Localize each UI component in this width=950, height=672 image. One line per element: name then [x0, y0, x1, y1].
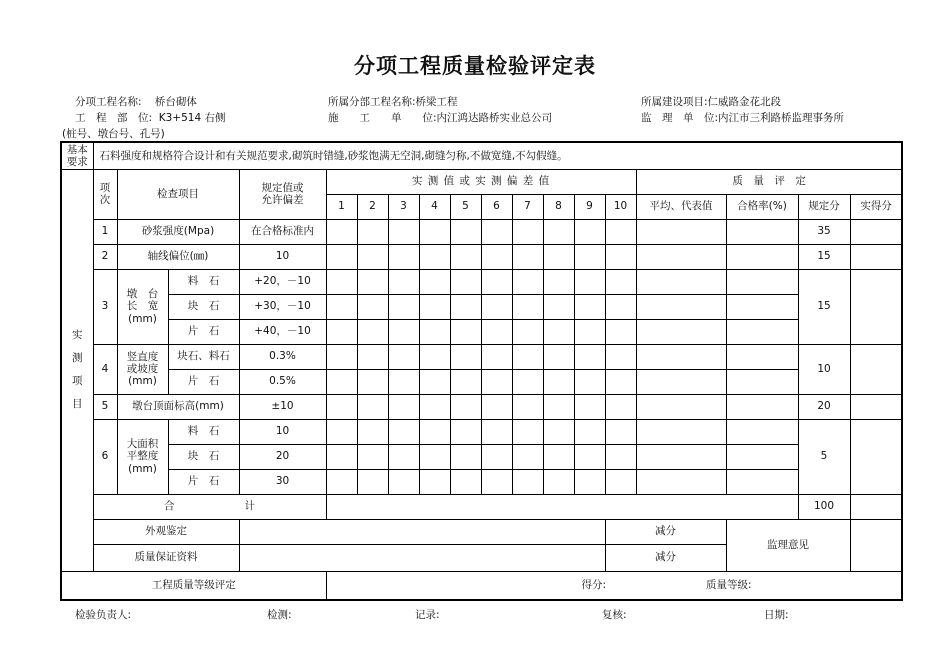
appearance-field[interactable] [239, 519, 605, 544]
row-subitem: 料 石 [168, 269, 239, 294]
footer-record: 记录: [415, 609, 440, 621]
supervisor-opinion-label: 监理意见 [726, 519, 850, 571]
appearance-deduct-label: 减分 [605, 519, 726, 544]
project-name [641, 94, 781, 109]
construction-unit [328, 110, 552, 125]
total-score: 100 [798, 494, 850, 519]
supervisor-opinion-field[interactable] [850, 519, 902, 571]
footer-inspector: 检验负责人: [75, 609, 132, 621]
project-name-label: 所属建设项目: [641, 96, 708, 108]
measure-num: 6 [481, 194, 512, 219]
row-subitem: 块石、料石 [168, 344, 239, 369]
row-spec: 10 [239, 419, 326, 444]
col-std-score: 规定分 [798, 194, 850, 219]
measure-num: 7 [512, 194, 543, 219]
supervision-unit-value: 内江市三利路桥监理事务所 [718, 112, 845, 124]
table-row [61, 344, 902, 369]
row-item: 砂浆强度(Mpa) [117, 219, 239, 244]
qa-docs-field[interactable] [239, 544, 605, 571]
score-label: 得分: [581, 579, 607, 592]
row-std-score: 20 [798, 394, 850, 419]
grade-eval-label: 工程质量等级评定 [61, 571, 326, 600]
qa-docs-deduct-label: 减分 [605, 544, 726, 571]
row-subitem: 块 石 [168, 294, 239, 319]
sub-item-name-value: 桥台砌体 [154, 96, 197, 108]
col-quality: 质 量 评 定 [636, 169, 902, 194]
table-row [61, 219, 902, 244]
location-label: 工 程 部 位: [75, 112, 153, 124]
row-std-score: 15 [798, 269, 850, 344]
row-spec: +40，－10 [239, 319, 326, 344]
side-char: 测 [72, 352, 83, 364]
row-std-score: 15 [798, 244, 850, 269]
total-label-a: 合 [164, 500, 175, 513]
col-avg: 平均、代表值 [636, 194, 726, 219]
grade-eval-field[interactable] [326, 571, 902, 600]
table-row [61, 369, 902, 394]
sub-item-name-label: 分项工程名称: [75, 96, 142, 108]
division-name-label: 所属分部工程名称: [328, 96, 416, 108]
table-row [61, 419, 902, 444]
measure-num: 9 [574, 194, 605, 219]
table-row [61, 269, 902, 294]
col-spec: 规定值或 允许偏差 [239, 169, 326, 219]
col-check-item: 检查项目 [117, 169, 239, 219]
measure-num: 2 [357, 194, 388, 219]
row-no: 2 [93, 244, 117, 269]
row-spec: 10 [239, 244, 326, 269]
col-item-no: 项 次 [93, 169, 117, 219]
side-char: 实 [72, 329, 83, 341]
total-label-b: 计 [244, 500, 255, 513]
location [75, 110, 225, 125]
row-std-score: 5 [798, 419, 850, 494]
grade-label: 质量等级: [706, 579, 752, 592]
table-row [61, 469, 902, 494]
measure-num: 5 [450, 194, 481, 219]
table-row [61, 319, 902, 344]
row-item: 墩 台 长 宽 (mm) [117, 269, 168, 344]
row-no: 5 [93, 394, 117, 419]
row-subitem: 块 石 [168, 444, 239, 469]
row-spec: 20 [239, 444, 326, 469]
measure-num: 3 [388, 194, 419, 219]
location-value: K3+514 右侧 [158, 112, 226, 124]
table-row [61, 294, 902, 319]
row-subitem: 片 石 [168, 369, 239, 394]
row-std-score: 35 [798, 219, 850, 244]
row-no: 4 [93, 344, 117, 394]
division-name [328, 94, 458, 109]
row-spec: 0.3% [239, 344, 326, 369]
page-title: 分项工程质量检验评定表 [354, 54, 596, 78]
row-item: 轴线偏位(㎜) [117, 244, 239, 269]
row-item: 竖直度 或坡度 (mm) [117, 344, 168, 394]
footer-test: 检测: [267, 609, 292, 621]
total-label [93, 494, 326, 519]
row-spec: +30，－10 [239, 294, 326, 319]
row-spec: 30 [239, 469, 326, 494]
measure-num: 10 [605, 194, 636, 219]
row-item: 墩台顶面标高(mm) [117, 394, 239, 419]
col-got-score: 实得分 [850, 194, 902, 219]
row-spec: 0.5% [239, 369, 326, 394]
sub-item-name [75, 94, 197, 109]
project-name-value: 仁威路金花北段 [707, 96, 782, 108]
evaluation-table [60, 141, 903, 601]
row-no: 6 [93, 419, 117, 494]
stake-note: (桩号、墩台号、孔号) [62, 128, 165, 140]
appearance-label: 外观鉴定 [93, 519, 239, 544]
qa-docs-label: 质量保证资料 [93, 544, 239, 571]
table-row [61, 444, 902, 469]
measured-items-side-label [61, 169, 93, 571]
basic-requirements-label: 基本要求 [61, 142, 93, 169]
construction-unit-value: 内江鸿达路桥实业总公司 [436, 112, 553, 124]
row-subitem: 片 石 [168, 319, 239, 344]
table-row [61, 394, 902, 419]
footer-review: 复核: [602, 609, 627, 621]
row-spec: 在合格标准内 [239, 219, 326, 244]
construction-unit-label: 施 工 单 位: [328, 112, 437, 124]
col-pass-rate: 合格率(%) [726, 194, 798, 219]
row-no: 1 [93, 219, 117, 244]
row-spec: ±10 [239, 394, 326, 419]
footer-date: 日期: [764, 609, 789, 621]
side-char: 目 [72, 398, 83, 410]
col-measured: 实 测 值 或 实 测 偏 差 值 [326, 169, 636, 194]
measure-num: 4 [419, 194, 450, 219]
measure-num: 1 [326, 194, 357, 219]
row-item: 大面积 平整度 (mm) [117, 419, 168, 494]
row-spec: +20，－10 [239, 269, 326, 294]
table-row [61, 244, 902, 269]
row-subitem: 料 石 [168, 419, 239, 444]
total-row [61, 494, 902, 519]
basic-requirements-text: 石料强度和规格符合设计和有关规范要求,砌筑时错缝,砂浆饱满无空洞,砌缝匀称,不做宽缝,不勾假缝。 [93, 142, 902, 169]
side-char: 项 [72, 375, 83, 387]
supervision-unit-label: 监 理 单 位: [641, 112, 719, 124]
division-name-value: 桥梁工程 [415, 96, 458, 108]
row-no: 3 [93, 269, 117, 344]
row-subitem: 片 石 [168, 469, 239, 494]
row-std-score: 10 [798, 344, 850, 394]
measure-num: 8 [543, 194, 574, 219]
supervision-unit [641, 110, 844, 125]
